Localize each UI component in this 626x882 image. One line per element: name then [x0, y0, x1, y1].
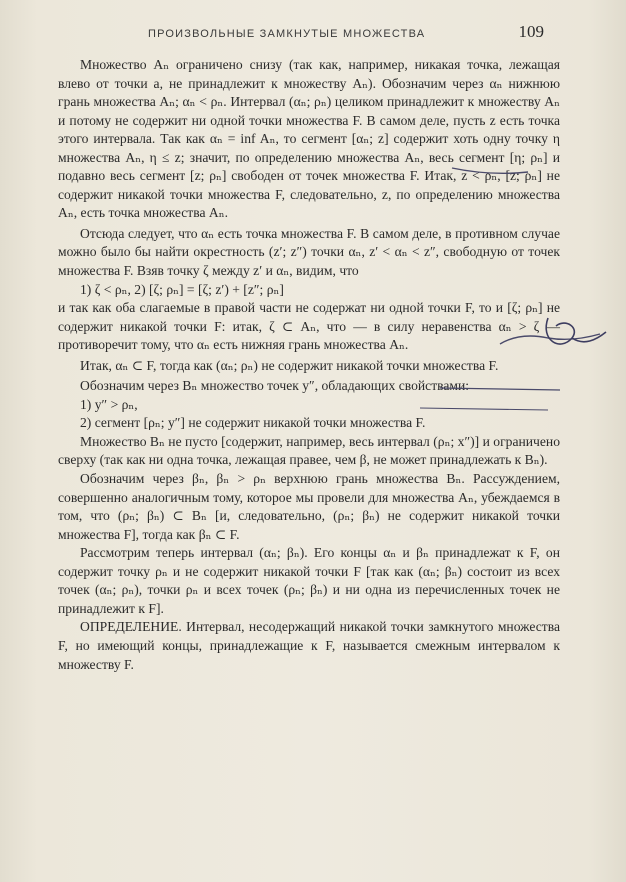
paragraph-b-nonempty: Множество Bₙ не пусто [содержит, например, весь интервал (ρₙ; x″)] и ограничено сверху (так как ни одна точка, лежащая правее, чем β, не может принадлежать к Bₙ).: [58, 433, 560, 468]
paragraph-alpha-in-f: Отсюда следует, что αₙ есть точка множества F. В самом деле, в противном случае можно было бы найти окрестность (z′; z″) точки αₙ, z′ < αₙ < z″, свободную от точек множества F. Взяв точку ζ между z′ и αₙ, видим, что: [58, 225, 560, 279]
property-1: 1) y″ > ρₙ,: [80, 396, 138, 412]
paragraph-define-b: Обозначим через Bₙ множество точек y″, обладающих свойствами:: [80, 378, 470, 394]
page-header: [0, 22, 626, 46]
running-title: ПРОИЗВОЛЬНЫЕ ЗАМКНУТЫЕ МНОЖЕСТВА: [148, 28, 426, 40]
paragraph-contradiction: и так как оба слагаемые в правой части не содержат ни одной точки F, то и [ζ; ρₙ] не содержит никакой точки F: итак, ζ ⊂ Aₙ, что — в силу неравенства αₙ > ζ — противоречит тому, что αₙ есть нижняя грань множества Aₙ.: [58, 300, 560, 353]
main-text: [58, 56, 560, 674]
paragraph-interval-alpha-beta: Рассмотрим теперь интервал (αₙ; βₙ). Его концы αₙ и βₙ принадлежат к F, он содержит точку ρₙ и не содержит никакой точки F [так как (αₙ; βₙ) состоит из всех точек (αₙ; ρₙ), точки ρₙ и всех точек (ρₙ; βₙ) и ни одна из перечисленных точек не принадлежит к F].: [58, 545, 560, 616]
paragraph-conclusion-alpha: Итак, αₙ ⊂ F, тогда как (αₙ; ρₙ) не содержит никакой точки множества F.: [80, 357, 499, 373]
page-number: 109: [518, 22, 544, 41]
paragraph-inf-a: Множество Aₙ ограничено снизу (так как, например, никакая точка, лежащая влево от точки a, не принадлежит к множеству Aₙ). Обозначим через αₙ нижнюю грань множества Aₙ; αₙ < ρₙ. Интервал (αₙ; ρₙ) целиком принадлежит к множеству Aₙ и потому не содержит ни одной точки множества F. В самом деле, пусть z есть точка этого интервала. Так как αₙ = inf Aₙ, то сегмент [αₙ; z] содержит хоть одну точку η множества Aₙ, η ≤ z; значит, по определению множества Aₙ, весь сегмент [η; ρₙ] и подавно весь сегмент [z; ρₙ] свободен от точек множества F. Итак, z < ρₙ, [z; ρₙ] не содержит никакой точки множества F, следовательно, z, по определению множества Aₙ, есть точка множества Aₙ.: [58, 57, 560, 221]
formula-line: 1) ζ < ρₙ, 2) [ζ; ρₙ] = [ζ; z′) + [z″; ρₙ]: [80, 281, 284, 297]
paragraph-sup-b: Обозначим через βₙ, βₙ > ρₙ верхнюю грань множества Bₙ. Рассуждением, совершенно аналогичным тому, которое мы провели для множества Aₙ, убеждаемся в том, что (ρₙ; βₙ) ⊂ Bₙ [и, следовательно, (ρₙ; βₙ) не содержит никакой точки множества F], тогда как βₙ ⊂ F.: [58, 471, 560, 542]
definition-adjacent-interval: ОПРЕДЕЛЕНИЕ. Интервал, несодержащий никакой точки замкнутого множества F, но имеющий концы, принадлежащие к F, называется смежным интервалом к множеству F.: [58, 619, 560, 672]
property-2: 2) сегмент [ρₙ; y″] не содержит никакой точки множества F.: [80, 415, 426, 431]
